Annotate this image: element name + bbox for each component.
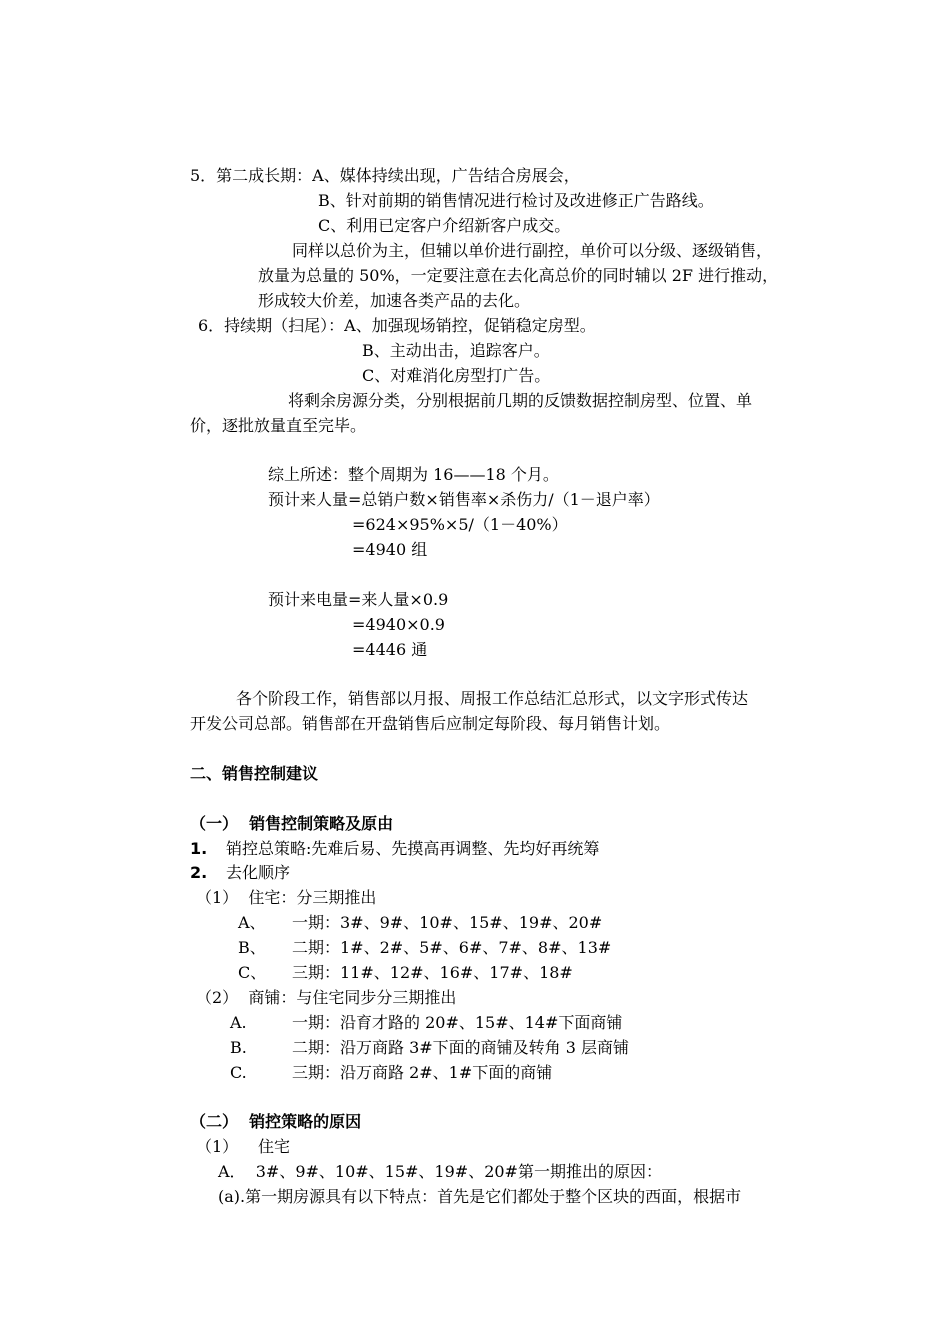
visitors-result: =4940 组	[352, 540, 428, 559]
item2-text: 去化顺序	[226, 863, 291, 882]
res-item-letter: A、	[238, 913, 266, 932]
calls-formula: 预计来电量=来人量×0.9	[268, 590, 449, 609]
subsection1-heading: （一） 销售控制策略及原由	[190, 814, 394, 833]
visitors-formula: 预计来人量=总销户数×销售率×杀伤力/（1－退户率）	[268, 490, 660, 509]
stage6-line1: 6．持续期（扫尾）：A、加强现场销控，促销稳定房型。	[198, 316, 596, 335]
item2-number: 2.	[190, 863, 208, 882]
res-item-text: 一期：3#、9#、10#、15#、19#、20#	[292, 913, 603, 932]
section2-heading: 二、销售控制建议	[190, 764, 319, 783]
shop-item-letter: C.	[230, 1063, 247, 1082]
calls-calc: =4940×0.9	[352, 615, 445, 634]
stage5-para1: 同样以总价为主，但辅以单价进行副控，单价可以分级、逐级销售，	[292, 241, 773, 260]
shop-item-text: 三期：沿万商路 2#、1#下面的商铺	[292, 1063, 553, 1082]
stage6-line2: B、主动出击，追踪客户。	[362, 341, 550, 360]
residential-title: （1） 住宅：分三期推出	[196, 888, 377, 907]
reporting-para2: 开发公司总部。销售部在开盘销售后应制定每阶段、每月销售计划。	[190, 714, 671, 733]
shop-title: （2） 商铺：与住宅同步分三期推出	[196, 988, 457, 1007]
reason-number: （1）	[196, 1137, 239, 1156]
shop-item-letter: B.	[230, 1038, 247, 1057]
summary-line: 综上所述：整个周期为 16——18 个月。	[268, 465, 559, 484]
shop-item-letter: A.	[230, 1013, 247, 1032]
res-item-letter: B、	[238, 938, 266, 957]
res-item-letter: C、	[238, 963, 267, 982]
item1-text: 销控总策略:先难后易、先摸高再调整、先均好再统筹	[226, 839, 600, 858]
stage5-para2: 放量为总量的 50%，一定要注意在去化高总价的同时辅以 2F 进行推动，	[258, 266, 779, 285]
shop-item-text: 一期：沿育才路的 20#、15#、14#下面商铺	[292, 1013, 623, 1032]
stage5-para3: 形成较大价差，加速各类产品的去化。	[258, 291, 531, 310]
calls-result: =4446 通	[352, 640, 428, 659]
shop-item-text: 二期：沿万商路 3#下面的商铺及转角 3 层商铺	[292, 1038, 630, 1057]
subsection2-heading: （二） 销控策略的原因	[190, 1112, 362, 1131]
stage5-line2: B、针对前期的销售情况进行检讨及改进修正广告路线。	[318, 191, 714, 210]
item1-number: 1.	[190, 839, 208, 858]
stage6-line3: C、对难消化房型打广告。	[362, 366, 551, 385]
res-item-text: 三期：11#、12#、16#、17#、18#	[292, 963, 573, 982]
stage6-para1: 将剩余房源分类，分别根据前几期的反馈数据控制房型、位置、单	[288, 391, 753, 410]
visitors-calc: =624×95%×5/（1－40%）	[352, 515, 568, 534]
reason-a1: (a).第一期房源具有以下特点：首先是它们都处于整个区块的西面，根据市	[218, 1187, 742, 1206]
stage5-line1: 5．第二成长期：A、媒体持续出现，广告结合房展会，	[190, 166, 580, 185]
stage5-line3: C、利用已定客户介绍新客户成交。	[318, 216, 571, 235]
reporting-para1: 各个阶段工作，销售部以月报、周报工作总结汇总形式，以文字形式传达	[236, 689, 749, 708]
reason-label: 住宅	[258, 1137, 291, 1156]
res-item-text: 二期：1#、2#、5#、6#、7#、8#、13#	[292, 938, 612, 957]
reason-a: A． 3#、9#、10#、15#、19#、20#第一期推出的原因：	[218, 1162, 662, 1181]
stage6-para2: 价，逐批放量直至完毕。	[190, 416, 367, 435]
